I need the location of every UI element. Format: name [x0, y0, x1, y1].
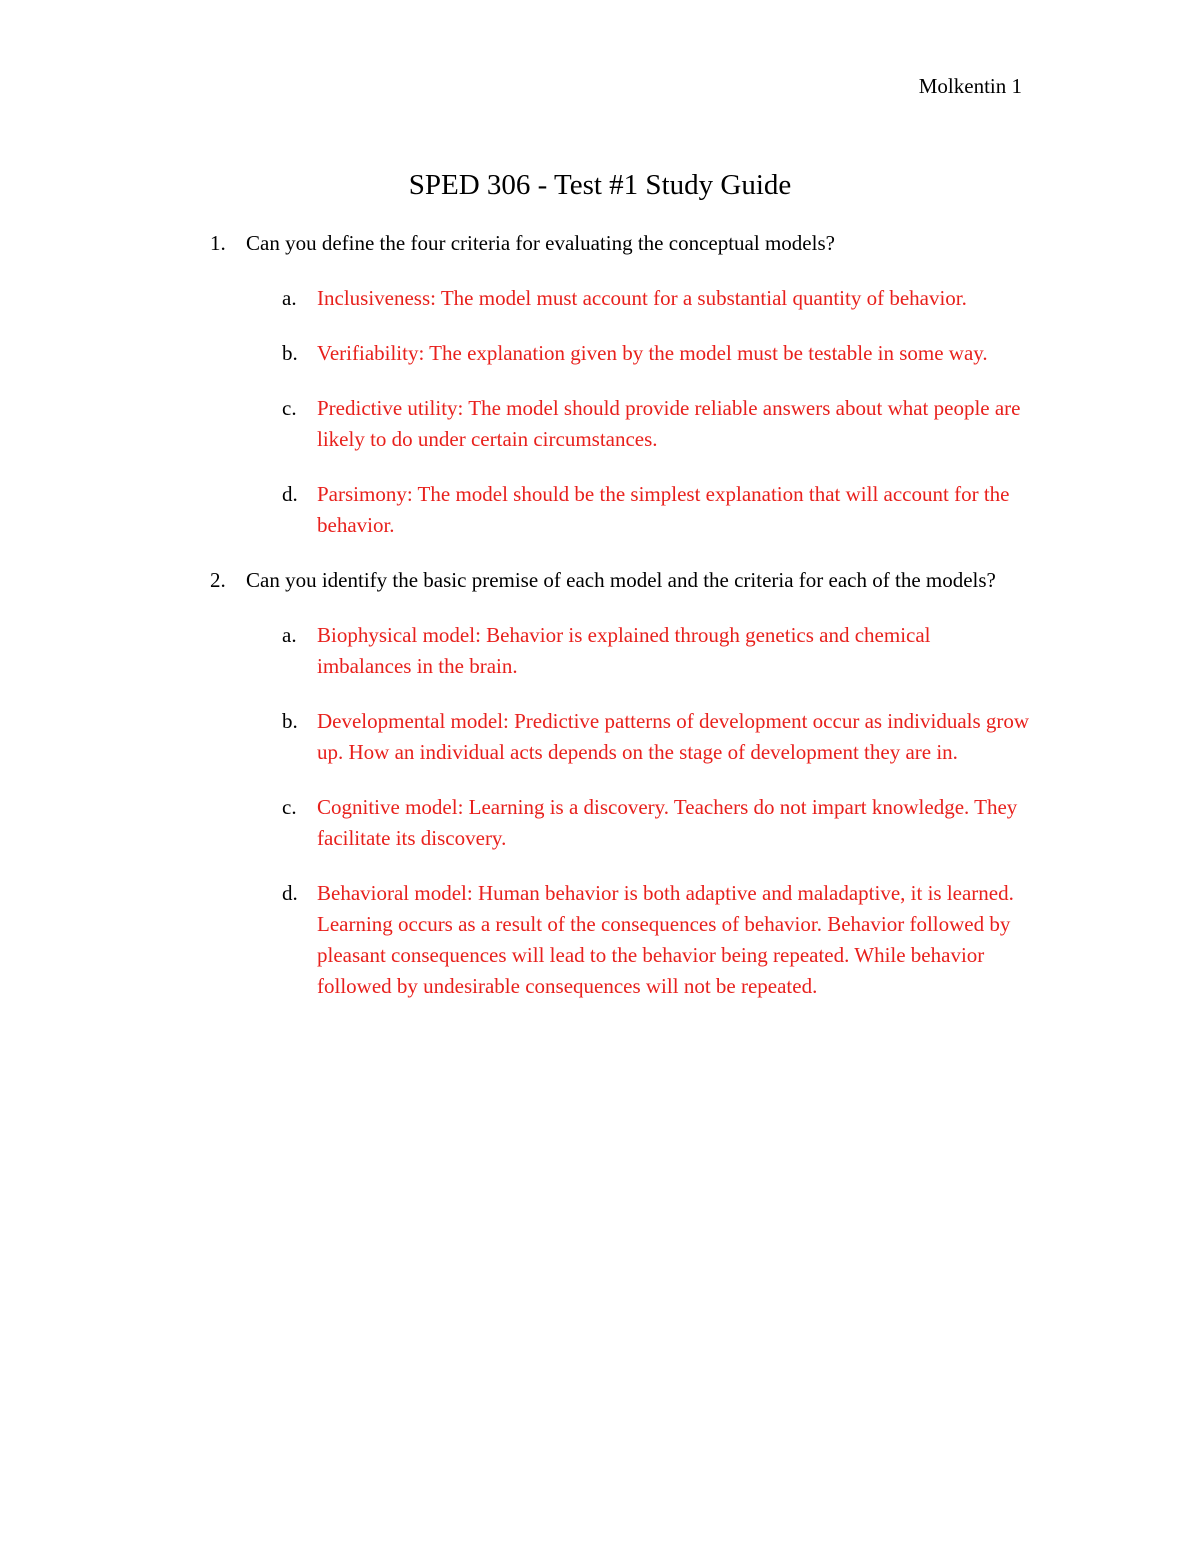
answer-list-1: [210, 283, 1030, 541]
question-number: 2.: [210, 568, 226, 592]
answer-item: [210, 338, 1030, 369]
answer-item: [210, 393, 1030, 455]
answer-text: Predictive utility: The model should provide reliable answers about what people are likely to do under certain circumstances.: [317, 396, 1021, 451]
answer-item: [210, 479, 1030, 541]
answer-text: Developmental model: Predictive patterns of development occur as individuals grow up. How an individual acts depends on the stage of development they are in.: [317, 709, 1030, 764]
answer-letter: a.: [282, 623, 297, 647]
answer-text: Verifiability: The explanation given by the model must be testable in some way.: [317, 341, 988, 365]
answer-item: [210, 283, 1030, 314]
answer-text: Biophysical model: Behavior is explained through genetics and chemical imbalances in the brain.: [317, 623, 931, 678]
answer-letter: a.: [282, 286, 297, 310]
answer-item: [210, 878, 1030, 1002]
study-guide-body: [210, 228, 1030, 1026]
answer-item: [210, 792, 1030, 854]
document-title: SPED 306 - Test #1 Study Guide: [408, 169, 792, 201]
answer-letter: c.: [282, 795, 297, 819]
question-2: [210, 565, 1030, 596]
answer-text: Cognitive model: Learning is a discovery. Teachers do not impart knowledge. They facilitate its discovery.: [317, 795, 1018, 850]
page-header: Molkentin 1: [918, 74, 1022, 98]
question-text: Can you identify the basic premise of each model and the criteria for each of the models?: [246, 568, 996, 592]
answer-letter: c.: [282, 396, 297, 420]
answer-item: [210, 620, 1030, 682]
question-number: 1.: [210, 231, 226, 255]
answer-text: Inclusiveness: The model must account for a substantial quantity of behavior.: [317, 286, 967, 310]
answer-list-2: [210, 620, 1030, 1002]
answer-letter: b.: [282, 709, 298, 733]
answer-letter: d.: [282, 881, 298, 905]
question-1: [210, 228, 1030, 259]
answer-item: [210, 706, 1030, 768]
answer-text: Behavioral model: Human behavior is both adaptive and maladaptive, it is learned. Learning occurs as a result of the consequences of behavior. Behavior followed by pleasant consequences will lead to the behavior being repeated. While behavior followed by undesirable consequences will not be repeated.: [317, 881, 1014, 998]
answer-letter: b.: [282, 341, 298, 365]
question-text: Can you define the four criteria for evaluating the conceptual models?: [246, 231, 835, 255]
answer-letter: d.: [282, 482, 298, 506]
answer-text: Parsimony: The model should be the simplest explanation that will account for the behavior.: [317, 482, 1010, 537]
